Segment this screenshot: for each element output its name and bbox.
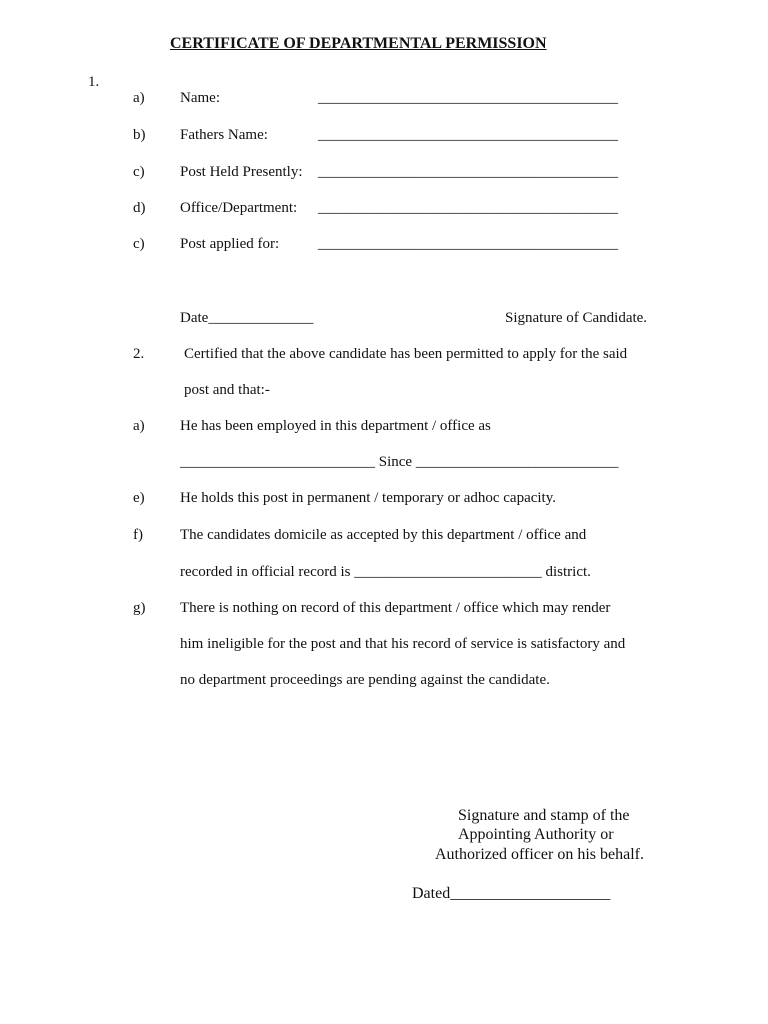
field-label: Fathers Name: (180, 127, 268, 143)
field-label: Office/Department: (180, 200, 298, 216)
item-a-letter: a) (133, 418, 145, 434)
item-g-text: There is nothing on record of this department / office which may render (180, 600, 611, 616)
authority-dated: Dated____________________ (412, 885, 611, 902)
candidate-date: Date______________ (180, 310, 314, 326)
section-2-number: 2. (133, 346, 145, 362)
field-label: Post applied for: (180, 236, 280, 252)
section-2-intro: Certified that the above candidate has been permitted to apply for the said (184, 346, 628, 362)
field-blank: ________________________________________ (318, 164, 618, 180)
candidate-signature: Signature of Candidate. (505, 310, 648, 326)
field-label: Post Held Presently: (180, 164, 303, 180)
item-g-letter: g) (133, 600, 146, 616)
field-letter: a) (133, 90, 145, 106)
field-letter: c) (133, 236, 145, 252)
section-2-intro-cont: post and that:- (184, 382, 270, 398)
field-letter: b) (133, 127, 146, 143)
field-letter: c) (133, 164, 145, 180)
item-f-text: The candidates domicile as accepted by this department / office and (180, 527, 587, 543)
item-e-letter: e) (133, 490, 145, 506)
authority-signature-line1: Signature and stamp of the (458, 807, 630, 824)
field-blank: ________________________________________ (318, 90, 618, 106)
field-blank: ________________________________________ (318, 200, 618, 216)
item-g-text-end: no department proceedings are pending against the candidate. (180, 672, 550, 688)
authority-signature-line2: Appointing Authority or (458, 826, 614, 843)
field-blank: ________________________________________ (318, 236, 618, 252)
document-title: CERTIFICATE OF DEPARTMENTAL PERMISSION (170, 35, 547, 52)
item-f-letter: f) (133, 527, 143, 543)
item-g-text-cont: him ineligible for the post and that his record of service is satisfactory and (180, 636, 626, 652)
field-blank: ________________________________________ (318, 127, 618, 143)
field-label: Name: (180, 90, 220, 106)
field-letter: d) (133, 200, 146, 216)
item-a-text: He has been employed in this department / office as (180, 418, 491, 434)
item-a-blanks: __________________________ Since ___________________________ (180, 454, 619, 470)
authority-signature-line3: Authorized officer on his behalf. (435, 846, 644, 863)
section-1-number: 1. (88, 74, 100, 90)
item-f-text-cont: recorded in official record is _________________________ district. (180, 564, 591, 580)
item-e-text: He holds this post in permanent / temporary or adhoc capacity. (180, 490, 557, 506)
